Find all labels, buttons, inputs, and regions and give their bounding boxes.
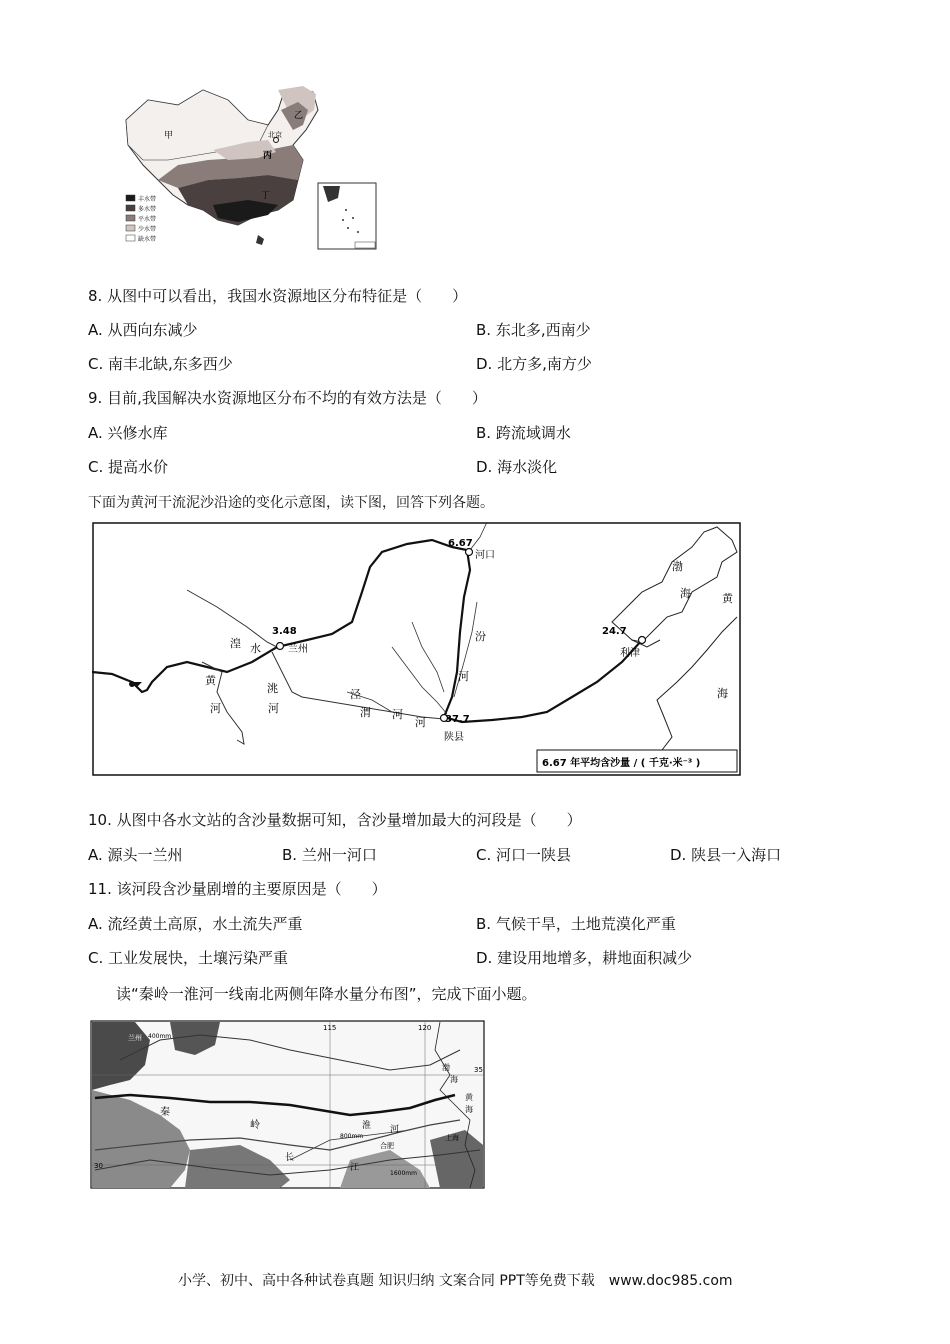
q11-option-a[interactable]: A. 流经黄土高原，水土流失严重 — [88, 915, 303, 933]
water-resources-map — [118, 80, 408, 255]
river-fen-1: 汾 — [475, 630, 486, 643]
label-beijing: 北京 — [268, 131, 282, 139]
sea-bo-2: 海 — [680, 587, 691, 600]
q9-option-d[interactable]: D. 海水淡化 — [476, 458, 558, 476]
river-huang-2: 河 — [210, 702, 221, 715]
q10-option-d[interactable]: D. 陕县一入海口 — [670, 846, 782, 864]
map2-legend: 6.67 年平均含沙量 / ( 千克·米⁻³ ) — [542, 758, 701, 769]
river-jing: 泾 — [350, 688, 361, 701]
svg-text:缺水带: 缺水带 — [138, 236, 157, 243]
river-tao-1: 洮 — [267, 682, 278, 695]
q11-option-b[interactable]: B. 气候干旱，土地荒漠化严重 — [476, 915, 676, 933]
label-1600mm: 1600mm — [390, 1170, 417, 1177]
q8-option-b[interactable]: B. 东北多,西南少 — [476, 321, 591, 339]
station-lanzhou-value: 3.48 — [272, 626, 297, 637]
label-huai: 淮 — [362, 1121, 372, 1131]
river-wei-2: 河 — [392, 708, 403, 721]
label-he: 河 — [390, 1125, 400, 1135]
river-he: 河 — [415, 716, 426, 729]
station-hekou-value: 6.67 — [448, 538, 473, 549]
label-qin: 秦 — [160, 1107, 170, 1118]
river-huang-1: 黄 — [205, 674, 216, 687]
intro-yellow-river: 下面为黄河干流泥沙沿途的变化示意图，读下图，回答下列各题。 — [88, 495, 494, 511]
label-bing: 丙 — [263, 151, 273, 161]
label-chang: 长 — [285, 1153, 295, 1163]
q8-option-c[interactable]: C. 南丰北缺,东多西少 — [88, 355, 233, 373]
river-fen-2: 河 — [458, 670, 469, 683]
question-8-stem: 8. 从图中可以看出，我国水资源地区分布特征是（ ） — [88, 287, 468, 305]
river-huangshui-1: 湟 — [230, 637, 241, 650]
label-115: 115 — [323, 1024, 337, 1032]
svg-text:平水带: 平水带 — [138, 216, 157, 223]
label-35: 35 — [474, 1066, 483, 1074]
label-400mm: 400mm — [148, 1033, 172, 1040]
q10-option-b[interactable]: B. 兰州一河口 — [282, 846, 377, 864]
label-hefei: 合肥 — [380, 1142, 394, 1150]
q11-option-d[interactable]: D. 建设用地增多，耕地面积减少 — [476, 949, 693, 967]
label-800mm: 800mm — [340, 1133, 364, 1140]
sea-huang-2: 海 — [717, 687, 728, 700]
label-30: 30 — [94, 1162, 103, 1170]
intro-qinling: 读“秦岭一淮河一线南北两侧年降水量分布图”，完成下面小题。 — [116, 985, 537, 1003]
q9-option-a[interactable]: A. 兴修水库 — [88, 424, 168, 442]
label-ling: 岭 — [250, 1120, 260, 1131]
q9-option-b[interactable]: B. 跨流域调水 — [476, 424, 571, 442]
station-lijin-name: 利津 — [620, 648, 640, 659]
station-shanxian-name: 陕县 — [444, 732, 464, 743]
label-120: 120 — [418, 1024, 432, 1032]
page-footer: 小学、初中、高中各种试卷真题 知识归纳 文案合同 PPT等免费下载 www.doc985.com — [178, 1273, 733, 1289]
label-huang-hai: 海 — [465, 1105, 473, 1114]
label-ding: 丁 — [261, 191, 271, 201]
station-shanxian-value: 37.7 — [445, 714, 470, 725]
question-9-stem: 9. 目前,我国解决水资源地区分布不均的有效方法是（ ） — [88, 389, 487, 407]
label-jiang: 江 — [350, 1163, 360, 1173]
q11-option-c[interactable]: C. 工业发展快，土壤污染严重 — [88, 949, 289, 967]
svg-text:少水带: 少水带 — [138, 226, 157, 233]
question-11-stem: 11. 该河段含沙量剧增的主要原因是（ ） — [88, 880, 387, 898]
station-lanzhou-name: 兰州 — [288, 644, 308, 655]
q10-option-c[interactable]: C. 河口一陕县 — [476, 846, 572, 864]
q8-option-d[interactable]: D. 北方多,南方少 — [476, 355, 592, 373]
question-10-stem: 10. 从图中各水文站的含沙量数据可知，含沙量增加最大的河段是（ ） — [88, 811, 582, 829]
label-jia: 甲 — [164, 131, 174, 141]
south-sea-inset — [318, 183, 376, 249]
river-wei-1: 渭 — [360, 706, 371, 719]
label-shanghai: 上海 — [445, 1134, 459, 1142]
label-yi: 乙 — [294, 111, 304, 121]
svg-text:丰水带: 丰水带 — [138, 196, 157, 203]
river-tao-2: 河 — [268, 702, 279, 715]
q8-option-a[interactable]: A. 从西向东减少 — [88, 321, 198, 339]
yellow-river-sediment-map — [92, 522, 742, 777]
precipitation-map — [90, 1020, 485, 1190]
q10-option-a[interactable]: A. 源头一兰州 — [88, 846, 183, 864]
svg-text:多水带: 多水带 — [138, 206, 157, 213]
sea-huang-1: 黄 — [722, 592, 733, 605]
sea-bo-1: 渤 — [672, 560, 683, 573]
q9-option-c[interactable]: C. 提高水价 — [88, 458, 169, 476]
label-huang: 黄 — [465, 1093, 473, 1102]
station-lijin-value: 24.7 — [602, 626, 627, 637]
label-bo: 渤 — [442, 1063, 450, 1072]
river-huangshui-2: 水 — [250, 642, 261, 655]
label-lanzhou: 兰州 — [128, 1034, 142, 1042]
station-hekou-name: 河口 — [475, 550, 495, 561]
map1-legend — [126, 195, 156, 243]
label-bo-hai: 海 — [450, 1075, 458, 1084]
